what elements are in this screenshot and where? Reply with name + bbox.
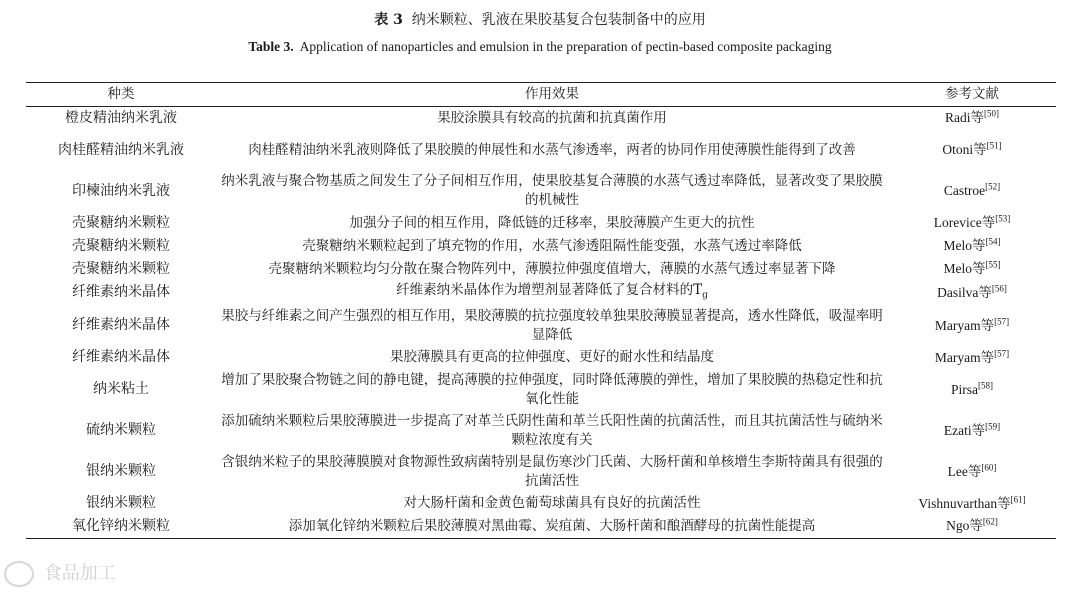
reference-author: Lee <box>947 463 968 479</box>
effect-text: 果胶涂膜具有较高的抗菌和抗真菌作用 <box>437 109 667 126</box>
watermark-logo-icon <box>4 561 34 587</box>
reference-number: [54] <box>985 236 1001 247</box>
cell-type: 纳米粘土 <box>93 381 149 398</box>
reference-number: [56] <box>991 283 1007 294</box>
cell-type: 银纳米颗粒 <box>86 463 156 480</box>
reference-number: [61] <box>1010 494 1026 505</box>
reference-etal: 等 <box>972 261 986 277</box>
reference-etal: 等 <box>981 215 996 231</box>
table-row <box>26 235 1056 258</box>
cell-type: 壳聚糖纳米颗粒 <box>72 237 170 254</box>
effect-text: 加强分子间的相互作用，降低链的迁移率，果胶薄膜产生更大的抗性 <box>349 214 755 231</box>
cell-reference <box>888 492 1056 515</box>
effect-text: 肉桂醛精油纳米乳液则降低了果胶膜的伸展性和水蒸气渗透率，两者的协同作用使薄膜性能得到了改善 <box>248 141 856 158</box>
reference-author: Ngo <box>946 518 970 534</box>
cell-effect <box>216 130 888 171</box>
reference-author: Radi <box>945 110 971 126</box>
reference-etal: 等 <box>997 495 1011 512</box>
reference-etal: 等 <box>972 238 986 254</box>
cell-reference <box>888 107 1056 130</box>
reference-number: [50] <box>984 108 999 119</box>
table-row <box>26 212 1056 235</box>
reference-number: [58] <box>978 380 993 391</box>
table-caption-en <box>0 38 1080 56</box>
cell-reference <box>888 235 1056 258</box>
cell-type: 印楝油纳米乳液 <box>72 182 170 199</box>
table-header-row <box>26 83 1056 107</box>
cell-effect <box>216 281 888 306</box>
cell-type: 纤维素纳米晶体 <box>72 284 170 301</box>
cell-reference <box>888 212 1056 235</box>
cell-type: 橙皮精油纳米乳液 <box>65 109 177 126</box>
cell-effect <box>216 515 888 538</box>
effect-text: 纳米乳液与聚合物基质之间发生了分子间相互作用，使果胶基复合薄膜的水蒸气透过率降低，显著改变了果胶膜的机械性 <box>221 173 883 208</box>
reference-author: Melo <box>943 238 972 253</box>
cell-reference <box>888 305 1056 346</box>
cell-effect <box>216 258 888 281</box>
reference-etal: 等 <box>973 142 987 158</box>
cell-reference <box>888 451 1056 492</box>
cell-type: 氧化锌纳米颗粒 <box>72 517 170 534</box>
table-caption-cn <box>0 10 1080 30</box>
cell-effect <box>216 235 888 258</box>
effect-text: 壳聚糖纳米颗粒均匀分散在聚合物阵列中，薄膜拉伸强度值增大，薄膜的水蒸气透过率显著下降 <box>268 260 836 277</box>
reference-etal: 等 <box>980 349 995 366</box>
table-row <box>26 107 1056 130</box>
reference-number: [51] <box>986 140 1002 151</box>
reference-etal: 等 <box>971 422 986 439</box>
reference-number: [60] <box>981 462 997 473</box>
effect-text: 果胶薄膜具有更高的拉伸强度、更好的耐水性和结晶度 <box>390 349 714 366</box>
reference-number: [55] <box>985 259 1001 270</box>
cell-reference <box>888 346 1056 369</box>
reference-number: [52] <box>985 181 1001 192</box>
cell-type: 肉桂醛精油纳米乳液 <box>58 141 184 158</box>
cell-type: 硫纳米颗粒 <box>86 422 156 439</box>
reference-author: Pirsa <box>951 381 978 397</box>
reference-etal: 等 <box>978 284 992 301</box>
reference-author: Maryam <box>934 317 981 333</box>
effect-text: 增加了果胶聚合物链之间的静电键，提高薄膜的拉伸强度，同时降低薄膜的弹性，增加了果胶膜的热稳定性和抗氧化性能 <box>221 371 883 407</box>
cell-effect <box>216 212 888 235</box>
header-effect: 作用效果 <box>525 86 579 102</box>
reference-etal: 等 <box>970 110 984 127</box>
effect-subscript: g <box>702 290 708 301</box>
reference-number: [62] <box>982 516 998 527</box>
table-row <box>26 369 1056 410</box>
table-number-cn: 表 3 <box>374 12 403 28</box>
cell-effect <box>216 346 888 369</box>
cell-type: 壳聚糖纳米颗粒 <box>72 260 170 277</box>
table-row <box>26 492 1056 515</box>
cell-reference <box>888 369 1056 410</box>
cell-effect <box>216 410 888 451</box>
cell-effect <box>216 171 888 212</box>
table-row <box>26 451 1056 492</box>
reference-author: Ezati <box>943 422 972 438</box>
table-row <box>26 130 1056 171</box>
cell-effect <box>216 451 888 492</box>
cell-effect <box>216 107 888 130</box>
header-reference: 参考文献 <box>945 86 999 102</box>
reference-etal: 等 <box>980 317 995 334</box>
cell-reference <box>888 281 1056 306</box>
table-row <box>26 171 1056 212</box>
cell-reference <box>888 130 1056 171</box>
cell-type: 纤维素纳米晶体 <box>72 349 170 366</box>
table-row <box>26 515 1056 538</box>
cell-reference <box>888 258 1056 281</box>
reference-etal: 等 <box>967 463 982 480</box>
table-row <box>26 305 1056 346</box>
reference-author: Melo <box>943 261 972 276</box>
reference-number: [59] <box>985 421 1001 432</box>
effect-text: 纤维素纳米晶体作为增塑剂显著降低了复合材料的T <box>396 281 703 298</box>
table-row <box>26 410 1056 451</box>
cell-type: 银纳米颗粒 <box>86 495 156 512</box>
reference-author: Vishnuvarthan <box>918 495 998 511</box>
cell-reference <box>888 515 1056 538</box>
effect-text: 添加氧化锌纳米颗粒后果胶薄膜对黑曲霉、炭疽菌、大肠杆菌和酿酒酵母的抗菌性能提高 <box>288 517 816 534</box>
reference-author: Lorevice <box>933 215 982 230</box>
cell-effect <box>216 369 888 410</box>
effect-text: 对大肠杆菌和金黄色葡萄球菌具有良好的抗菌活性 <box>403 495 701 512</box>
reference-author: Dasilva <box>937 284 979 300</box>
table-title-en: Application of nanoparticles and emulsion in the preparation of pectin-based composite packaging <box>299 39 832 54</box>
watermark-text: 食品加工 <box>43 563 116 584</box>
reference-author: Castroe <box>943 183 986 198</box>
table-row <box>26 346 1056 369</box>
effect-text: 果胶与纤维素之间产生强烈的相互作用，果胶薄膜的抗拉强度较单独果胶薄膜显著提高，透水性降低，吸湿率明显降低 <box>221 307 883 343</box>
cell-effect <box>216 492 888 515</box>
effect-text: 添加硫纳米颗粒后果胶薄膜进一步提高了对革兰氏阴性菌和革兰氏阳性菌的抗菌活性，而且其抗菌活性与硫纳米颗粒浓度有关 <box>221 412 883 448</box>
table-row <box>26 258 1056 281</box>
cell-type: 壳聚糖纳米颗粒 <box>72 214 170 231</box>
reference-number: [57] <box>994 316 1010 327</box>
table-title-cn: 纳米颗粒、乳液在果胶基复合包装制备中的应用 <box>411 12 706 28</box>
table-number-en: Table 3. <box>248 39 294 54</box>
cell-reference <box>888 410 1056 451</box>
table-row <box>26 281 1056 306</box>
effect-text: 壳聚糖纳米颗粒起到了填充物的作用，水蒸气渗透阻隔性能变强，水蒸气透过率降低 <box>302 237 802 254</box>
reference-author: Otoni <box>942 142 974 157</box>
reference-etal: 等 <box>969 518 983 535</box>
cell-reference <box>888 171 1056 212</box>
cell-type: 纤维素纳米晶体 <box>72 317 170 334</box>
data-table <box>26 82 1056 539</box>
reference-author: Maryam <box>934 349 981 365</box>
reference-number: [57] <box>994 348 1010 359</box>
header-type: 种类 <box>107 86 135 102</box>
cell-effect <box>216 305 888 346</box>
effect-text: 含银纳米粒子的果胶薄膜膜对食物源性致病菌特别是鼠伤寒沙门氏菌、大肠杆菌和单核增生李斯特菌具有很强的抗菌活性 <box>221 453 883 489</box>
reference-number: [53] <box>995 213 1011 224</box>
watermark <box>4 556 154 592</box>
